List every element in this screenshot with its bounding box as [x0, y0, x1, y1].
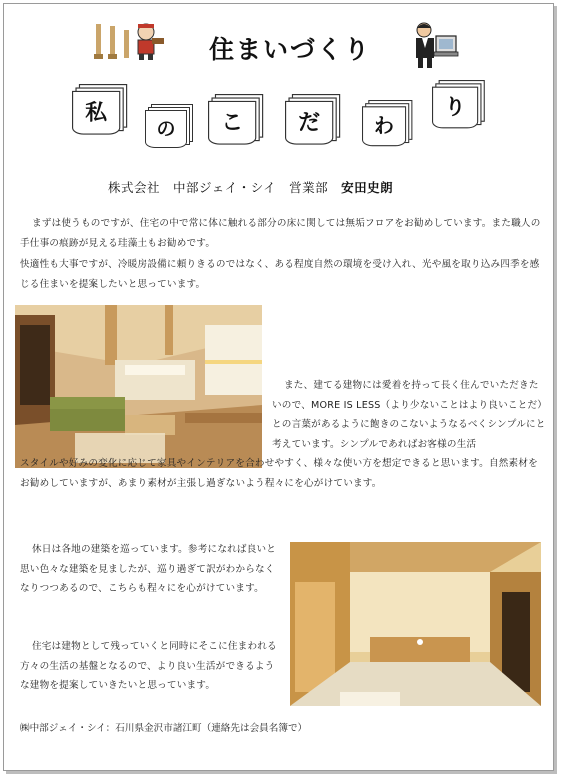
paragraph-comfort: 快適性も大事ですが、冷暖房設備に頼りきるのではなく、ある程度自然の環境を受け入れ、光や風を取り込み四季を感じる住まいを提案したいと思っています。 — [20, 259, 540, 290]
kodawari-card-4 — [285, 94, 338, 147]
author-name: 安田史朗 — [341, 180, 394, 195]
paragraph-foundation: 住宅は建物として残っていくと同時にそこに住まわれる方々の生活の基盤となるので、より良い生活ができるような建物を提案していきたいと思っています。 — [20, 641, 277, 691]
kodawari-card-6 — [432, 80, 483, 131]
kodawari-char: 私 — [85, 100, 108, 126]
author-company: 株式会社 中部ジェイ・シイ 営業部 — [108, 180, 329, 195]
kodawari-card-2 — [145, 104, 191, 150]
kodawari-card-1 — [72, 84, 125, 137]
kodawari-card-5 — [362, 100, 410, 148]
company-footer: ㈱中部ジェイ・シイ：石川県金沢市諸江町（連絡先は会員名簿で） — [20, 723, 308, 734]
entrance-hall-photo — [290, 542, 541, 706]
kodawari-char: り — [444, 95, 466, 120]
kodawari-char: こ — [221, 110, 244, 136]
author-line — [108, 178, 393, 196]
kodawari-char: の — [156, 118, 176, 140]
paragraph-flooring: まずは使うものですが、住宅の中で常に体に触れる部分の床に関しては無垢フロアをお勧めしています。また職人の手仕事の痕跡が見える珪藻土もお勧めです。 — [20, 218, 541, 249]
kodawari-card-3 — [208, 94, 261, 147]
page-title: 住まいづくり — [208, 35, 371, 64]
paragraph-simple-design-cont: スタイルや好みの変化に応じて家具やインテリアを合わせやすく、様々な使い方を想定できると思います。自然素材をお勧めしていますが、あまり素材が主張し過ぎないよう程々にを心がけています。 — [20, 458, 538, 489]
worker-at-computer-icon — [408, 18, 460, 70]
kodawari-char: だ — [298, 110, 321, 136]
paragraph-holiday: 休日は各地の建築を巡っています。参考になれば良いと思い色々な建築を見ましたが、巡り過ぎて訳がわからなくなりつつあるので、こちらも程々にを心がけています。 — [20, 544, 277, 594]
tools-figure-icon — [94, 20, 166, 62]
kodawari-char: わ — [374, 114, 395, 138]
paragraph-simple-design: また、建てる建物には愛着を持って長く住んでいただきたいので、MORE IS LESS（より少ないことはより良いことだ）との言葉があるように飽きのこないようなるべくシンプルにと考えています。シンプルであればお客様の生活 — [272, 380, 546, 450]
living-room-photo — [15, 305, 262, 468]
